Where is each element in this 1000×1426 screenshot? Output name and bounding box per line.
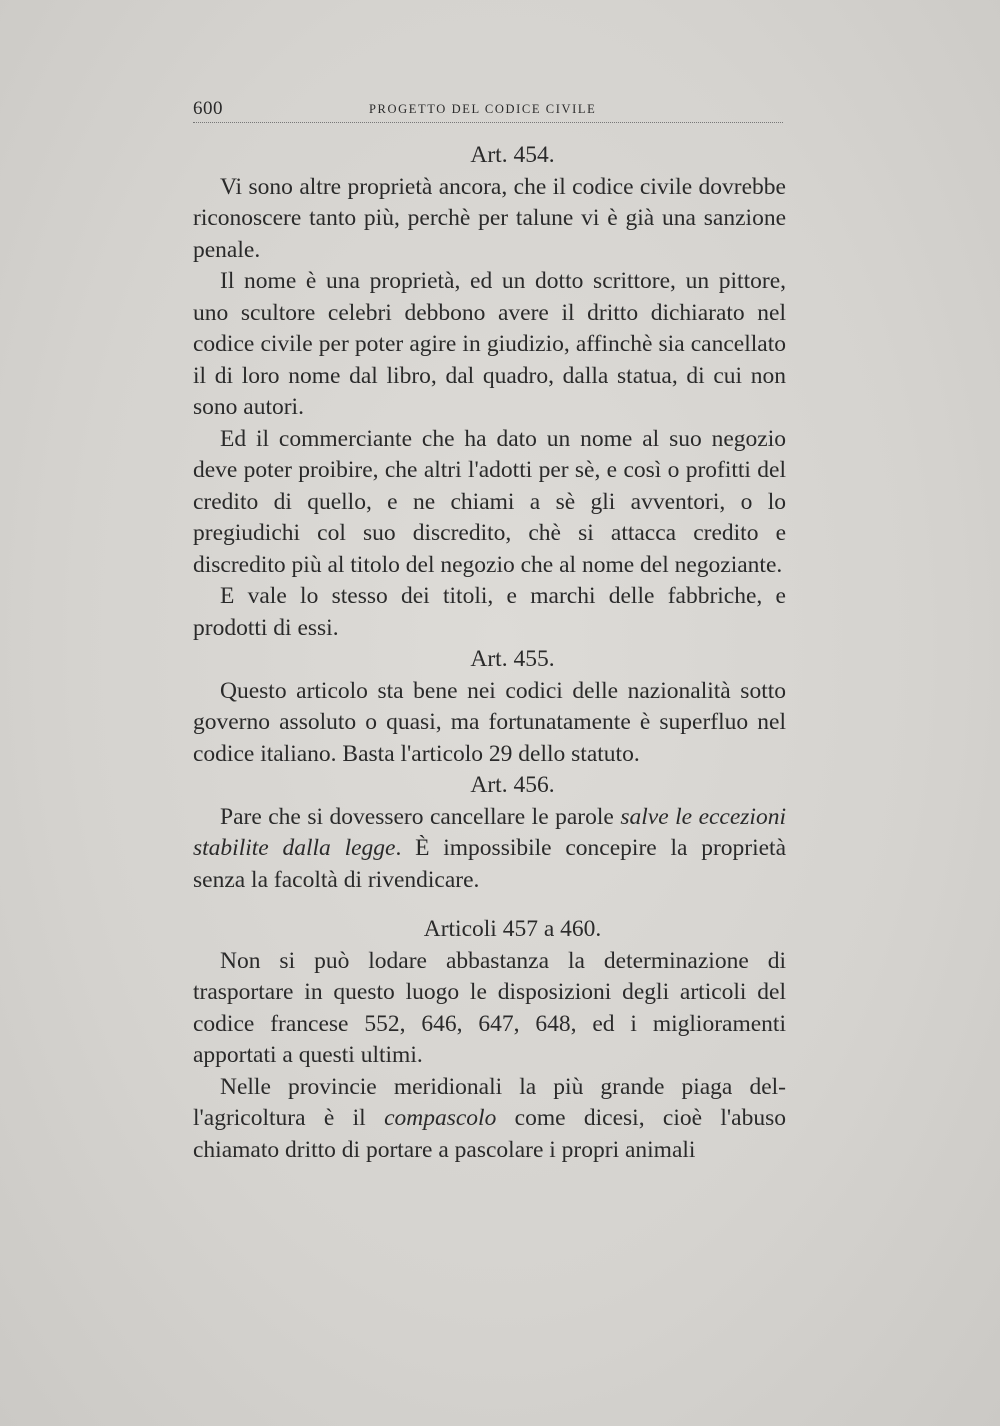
section-spacer (193, 896, 786, 914)
page-header (193, 98, 783, 123)
article-heading: Art. 454. (470, 142, 555, 168)
paragraph: Il nome è una proprietà, ed un dotto scrittore, un pittore, uno scultore celebri debbono avere il dritto dichiarato nel codice civile per poter agire in giudizio, affinchè sia cancellato il di loro nome dal libro, dal quadro, dalla statua, di cui non sono autori. (193, 268, 786, 420)
article-heading: Articoli 457 a 460. (423, 916, 602, 942)
paragraph: E vale lo stesso dei titoli, e marchi delle fabbriche, e prodotti di essi. (193, 583, 786, 641)
article-456 (193, 770, 786, 896)
paragraph: Questo articolo sta bene nei codici delle nazionalità sotto governo assoluto o quasi, ma fortunatamente è superfluo nel codice italiano. Basta l'articolo 29 dello statuto. (193, 677, 786, 767)
paragraph (193, 802, 786, 897)
paragraph: Vi sono altre proprietà ancora, che il codice civile dovrebbe riconoscere tanto più, perchè per talune vi è già una sanzione penale. (193, 173, 786, 263)
text-run: Nelle provincie meridionali la più grande piaga dell'agricoltura è il (193, 1073, 786, 1131)
article-455 (193, 644, 786, 770)
article-heading: Art. 455. (470, 646, 555, 672)
text-run: Pare che si dovessero cancellare le parole (220, 803, 621, 830)
paragraph (193, 1072, 786, 1167)
text-run: . È impossibile concepire la proprietà senza la facoltà di rivendicare. (193, 835, 787, 893)
paragraph: Ed il commerciante che ha dato un nome al suo negozio deve poter proibire, che altri l'adotti per sè, e così o profitti del credito di quello, e ne chiami a sè gli avventori, o lo pregiudichi col suo discredito, chè si attacca credito e discredito più al titolo del negozio che al nome del negoziante. (193, 425, 786, 578)
italic-text: salve le eccezioni stabilite dalla legge (193, 803, 786, 861)
paragraph: Non si può lodare abbastanza la determinazione di trasportare in questo luogo le disposizioni degli articoli del codice francese 552, 646, 647, 648, ed i miglioramenti apportati a questi ultimi. (193, 947, 786, 1068)
page-number: 600 (193, 98, 223, 119)
body-text (193, 140, 786, 1166)
article-454 (193, 140, 786, 644)
text-run: come dicesi, cioè l'abuso chiamato dritto di portare a pascolare i propri animali (193, 1105, 786, 1163)
italic-text: compascolo (384, 1105, 497, 1131)
running-title: PROGETTO DEL CODICE CIVILE (369, 102, 597, 116)
articles-457-460 (193, 914, 786, 1166)
article-heading: Art. 456. (470, 772, 555, 798)
